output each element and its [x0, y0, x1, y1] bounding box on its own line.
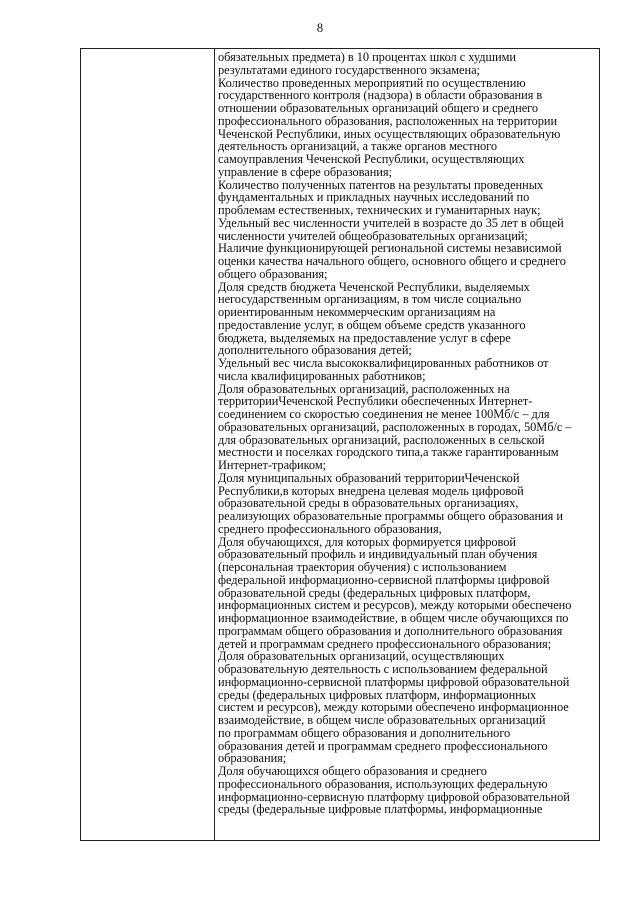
- text-line: Интернет-трафиком;: [218, 458, 327, 472]
- text-line: образовательной среды в образовательных организациях,: [218, 496, 519, 511]
- text-line: Доля образовательных организаций, расположенных на: [218, 381, 510, 396]
- text-line: профессионального образования, использующих федеральную: [218, 776, 548, 791]
- text-line: оценки качества начального общего, основного общего и среднего: [218, 254, 566, 268]
- text-line: профессионального образования, расположенных на территории: [218, 113, 558, 128]
- text-line: государственного контроля (надзора) в области образования в: [218, 88, 543, 103]
- text-line: детей и программам среднего профессионального образования;: [218, 636, 552, 651]
- text-line: федеральной информационно-сервисной платформы цифровой: [218, 572, 550, 587]
- text-line: территорииЧеченской Республики обеспеченных Интернет-: [218, 394, 533, 409]
- text-line: Чеченской Республики, иных осуществляющих образовательную: [218, 126, 561, 141]
- text-line: Количество полученных патентов на результаты проведенных: [218, 177, 544, 192]
- text-line: взаимодействие, в общем числе образовательных организаций: [218, 713, 546, 727]
- text-line: Удельный вес численности учителей в возрасте до 35 лет в общей: [218, 215, 564, 230]
- text-line: информационное взаимодействие, в общем числе обучающихся по: [218, 611, 569, 625]
- text-line: (персональная траектория обучения) с использованием: [218, 560, 507, 574]
- page-number: 8: [316, 21, 324, 35]
- text-line: обязательных предмета) в 10 процентах школ с худшими: [218, 50, 516, 64]
- text-line: образовательный профиль и индивидуальный план обучения: [218, 547, 538, 562]
- text-line: реализующих образовательные программы общего образования и: [218, 509, 563, 523]
- text-line: Республики,в которых внедрена целевая модель цифровой: [218, 483, 524, 498]
- text-line: среды (федеральных цифровых платформ, информационных: [218, 687, 537, 702]
- text-line: информационных систем и ресурсов), между которыми обеспечено: [218, 598, 572, 613]
- left-column-cell: [81, 49, 215, 841]
- indicators-table: [80, 48, 600, 841]
- indicators-text: [215, 49, 599, 816]
- text-line: ориентированным некоммерческим организациям на: [218, 305, 496, 319]
- text-line: предоставление услуг, в общем объеме средств указанного: [218, 317, 526, 332]
- text-line: самоуправления Чеченской Республики, осуществляющих: [218, 152, 525, 166]
- text-line: образовательную деятельность с использованием федеральной: [218, 662, 548, 676]
- text-line: результатами единого государственного экзамена;: [218, 62, 480, 77]
- text-line: систем и ресурсов), между которыми обеспечено информационное: [218, 700, 569, 715]
- text-line: Доля средств бюджета Чеченской Республики, выделяемых: [218, 279, 530, 294]
- text-line: общего образования;: [218, 266, 328, 281]
- text-line: числа квалифицированных работников;: [218, 368, 426, 383]
- text-line: бюджета, выделяемых на предоставление услуг в сфере: [218, 330, 511, 345]
- text-line: деятельность организаций, а также органов местного: [218, 139, 498, 154]
- text-line: численности учителей общеобразовательных организаций;: [218, 228, 528, 243]
- text-line: дополнительного образования детей;: [218, 343, 412, 358]
- text-line: фундаментальных и прикладных научных исследований по: [218, 190, 530, 205]
- text-line: местности и поселках городского типа,а также гарантированным: [218, 445, 559, 460]
- text-line: Доля обучающихся общего образования и среднего: [218, 764, 487, 778]
- text-line: образования детей и программам среднего профессионального: [218, 738, 548, 753]
- table-row: [81, 49, 600, 841]
- text-line: образовательной среды (федеральных цифровых платформ,: [218, 585, 531, 600]
- text-line: информационно-сервисную платформу цифровой образовательной: [218, 789, 570, 804]
- text-line: образовательных организаций, расположенных в городах, 50Мб/с –: [218, 419, 572, 434]
- text-line: информационно-сервисной платформы цифровой образовательной: [218, 674, 570, 689]
- text-line: отношении образовательных организаций общего и среднего: [218, 101, 539, 115]
- text-line: программам общего образования и дополнительного образования: [218, 623, 563, 638]
- text-line: Доля обучающихся, для которых формируется цифровой: [218, 534, 516, 549]
- text-line: управление в сфере образования;: [218, 164, 392, 179]
- text-line: Доля муниципальных образований территорииЧеченской: [218, 470, 520, 485]
- text-line: образования;: [218, 751, 287, 766]
- text-line: среднего профессионального образования,: [218, 521, 442, 536]
- text-line: негосударственным организациям, в том числе социально: [218, 292, 522, 307]
- indicators-cell: [215, 49, 600, 841]
- text-line: Наличие функционирующей региональной системы независимой: [218, 241, 562, 256]
- text-line: Количество проведенных мероприятий по осуществлению: [218, 75, 526, 90]
- text-line: Удельный вес числа высококвалифицированных работников от: [218, 356, 549, 370]
- text-line: для образовательных организаций, расположенных в сельской: [218, 432, 545, 447]
- text-line: Доля образовательных организаций, осуществляющих: [218, 649, 505, 664]
- text-line: среды (федеральные цифровые платформы, информационные: [218, 802, 543, 816]
- text-line: по программам общего образования и дополнительного: [218, 725, 511, 740]
- text-line: соединением со скоростью соединения не менее 100Мб/с – для: [218, 407, 550, 421]
- text-line: проблемам естественных, технических и гуманитарных наук;: [218, 203, 541, 217]
